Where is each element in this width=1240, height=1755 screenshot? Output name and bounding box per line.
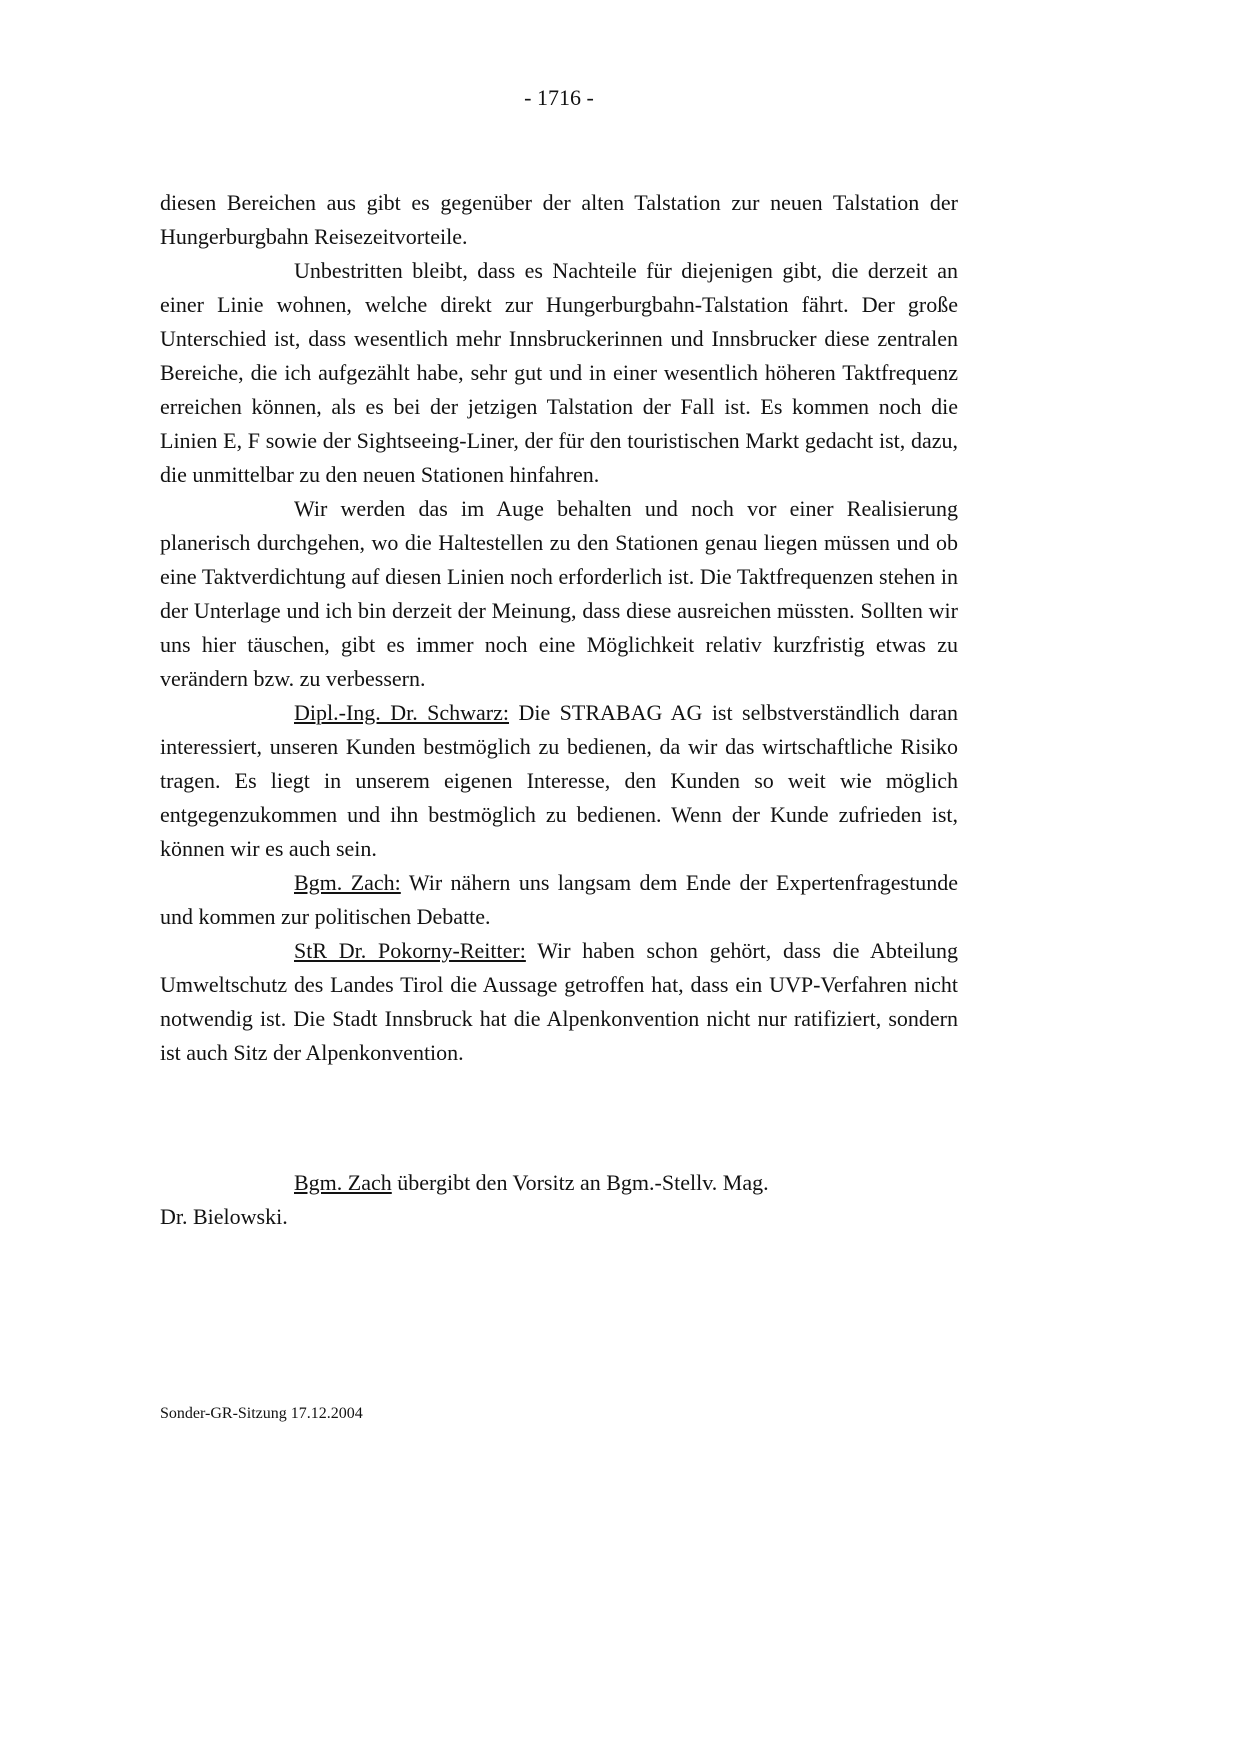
paragraph-1 [160, 186, 958, 254]
footer-session-label: Sonder-GR-Sitzung 17.12.2004 [160, 1405, 363, 1422]
paragraph-6-text: Wir haben schon gehört, dass die Abteilung Umweltschutz des Landes Tirol die Aussage getroffen hat, dass ein UVP-Verfahren nicht notwendig ist. Die Stadt Innsbruck hat die Alpenkonvention nicht nur ratifiziert, sondern ist auch Sitz der Alpenkonvention. [160, 938, 958, 1065]
paragraph-2-text: Unbestritten bleibt, dass es Nachteile für diejenigen gibt, die derzeit an einer Linie wohnen, welche direkt zur Hungerburgbahn-Talstation fährt. Der große Unterschied ist, dass wesentlich mehr Innsbruckerinnen und Innsbrucker diese zentralen Bereiche, die ich aufgezählt habe, sehr gut und in einer wesentlich höheren Taktfrequenz erreichen können, als es bei der jetzigen Talstation der Fall ist. Es kommen noch die Linien E, F sowie der Sightseeing-Liner, der für den touristischen Markt gedacht ist, dazu, die unmittelbar zu den neuen Stationen hinfahren. [160, 258, 958, 487]
paragraph-7-text: übergibt den Vorsitz an Bgm.-Stellv. Mag. [391, 1170, 769, 1195]
paragraph-3 [160, 492, 958, 696]
paragraph-7-line2: Dr. Bielowski. [160, 1204, 288, 1229]
paragraph-4 [160, 696, 958, 866]
speaker-pokorny-reitter: StR Dr. Pokorny-Reitter: [294, 938, 526, 963]
speaker-schwarz: Dipl.-Ing. Dr. Schwarz: [294, 700, 510, 725]
document-body [160, 186, 958, 1234]
paragraph-7-handover [160, 1166, 958, 1234]
paragraph-4-text: Die STRABAG AG ist selbstverständlich daran interessiert, unseren Kunden bestmöglich zu bedienen, da wir das wirtschaftliche Risiko tragen. Es liegt in unserem eigenen Interesse, den Kunden so weit wie möglich entgegenzukommen und ihn bestmöglich zu bedienen. Wenn der Kunde zufrieden ist, können wir es auch sein. [160, 700, 958, 861]
page-number: - 1716 - [524, 85, 594, 110]
paragraph-6 [160, 934, 958, 1070]
speaker-zach-handover: Bgm. Zach [294, 1170, 392, 1195]
speaker-zach: Bgm. Zach: [294, 870, 401, 895]
paragraph-3-text: Wir werden das im Auge behalten und noch vor einer Realisierung planerisch durchgehen, wo die Haltestellen zu den Stationen genau liegen müssen und ob eine Taktverdichtung auf diesen Linien noch erforderlich ist. Die Taktfrequenzen stehen in der Unterlage und ich bin derzeit der Meinung, dass diese ausreichen müssten. Sollten wir uns hier täuschen, gibt es immer noch eine Möglichkeit relativ kurzfristig etwas zu verändern bzw. zu verbessern. [160, 496, 958, 691]
paragraph-5 [160, 866, 958, 934]
paragraph-1-text: diesen Bereichen aus gibt es gegenüber der alten Talstation zur neuen Talstation der Hungerburgbahn Reisezeitvorteile. [160, 190, 958, 249]
paragraph-5-text: Wir nähern uns langsam dem Ende der Expertenfragestunde und kommen zur politischen Debatte. [160, 870, 958, 929]
paragraph-2 [160, 254, 958, 492]
